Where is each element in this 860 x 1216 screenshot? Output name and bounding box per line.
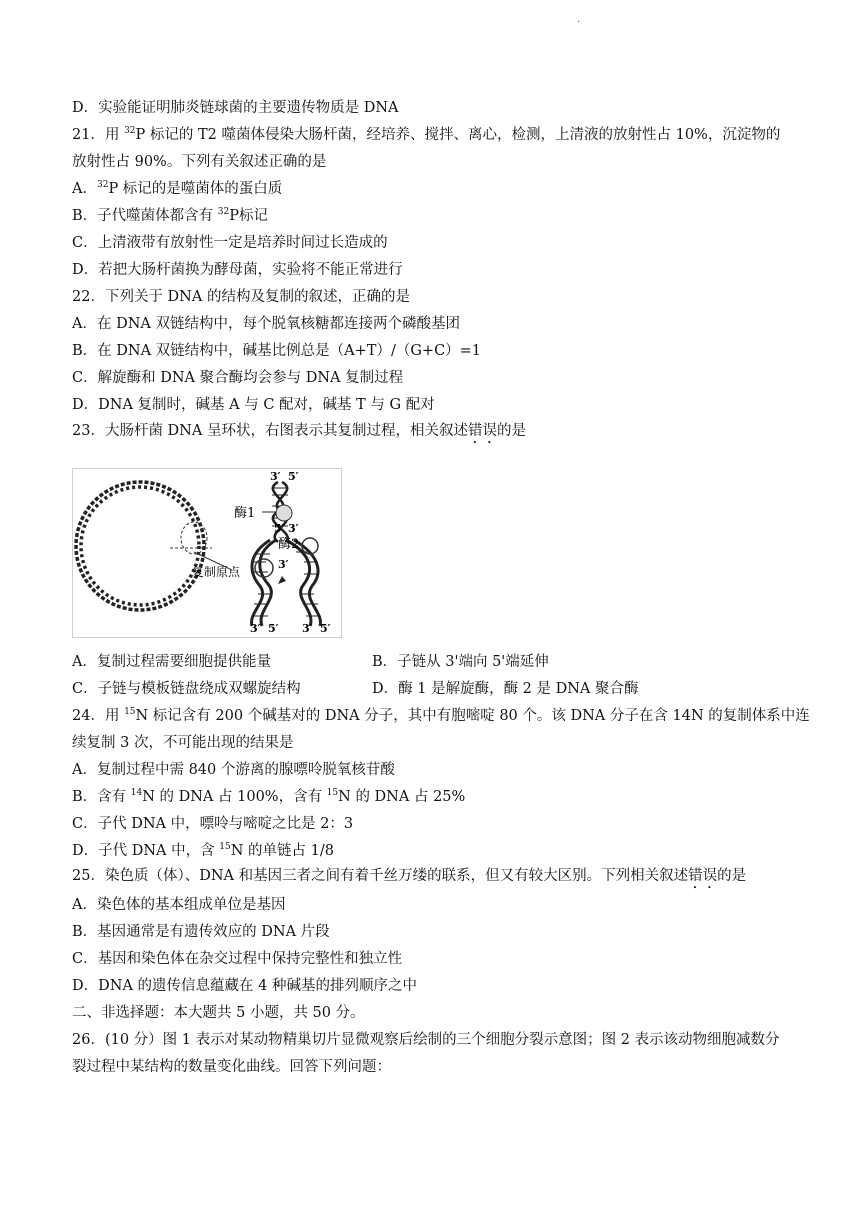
svg-text:5′: 5′ [320, 622, 331, 635]
q25-option-d: D．DNA 的遗传信息蕴藏在 4 种碱基的排列顺序之中 [72, 978, 417, 994]
q23-option-c: C．子链与模板链盘绕成双螺旋结构 [72, 681, 301, 697]
q26-stem-cont: 裂过程中某结构的数量变化曲线。回答下列问题： [72, 1059, 391, 1075]
page-mark: . [577, 14, 581, 25]
q24-stem: 24．用 $^{15}$N 标记含有 200 个碱基对的 DNA 分子，其中有胞嘧啶 80 个。该 DNA 分子在含 14N 的复制体系中连 [72, 707, 810, 724]
q22-option-b: B．在 DNA 双链结构中，碱基比例总是（A+T）/（G+C）=1 [72, 343, 482, 359]
svg-text:3′: 3′ [270, 470, 281, 483]
q25-option-b: B．基因通常是有遗传效应的 DNA 片段 [72, 924, 330, 940]
svg-text:3′: 3′ [302, 622, 313, 635]
svg-text:3′: 3′ [288, 522, 299, 535]
q22-option-a: A．在 DNA 双链结构中，每个脱氧核糖都连接两个磷酸基团 [72, 316, 460, 332]
svg-text:酶1: 酶1 [234, 506, 256, 521]
q25-stem: 25．染色质（体）、DNA 和基因三者之间有着千丝万缕的联系，但又有较大区别。下列相关叙述错误的是 [72, 868, 747, 884]
enzyme-1 [276, 505, 292, 521]
q22-option-c: C．解旋酶和 DNA 聚合酶均会参与 DNA 复制过程 [72, 370, 404, 386]
svg-text:5′: 5′ [268, 622, 279, 635]
q21-option-d: D．若把大肠杆菌换为酵母菌，实验将不能正常进行 [72, 262, 403, 278]
q21-option-b: B．子代噬菌体都含有 $^{32}$P标记 [72, 207, 268, 224]
circular-dna [76, 482, 204, 610]
svg-text:5′: 5′ [274, 522, 285, 535]
q26-stem: 26．(10 分）图 1 表示对某动物精巢切片显微观察后绘制的三个细胞分裂示意图；图 2 表示该动物细胞减数分 [72, 1032, 780, 1048]
svg-text:5′: 5′ [288, 470, 299, 483]
q22-option-d: D．DNA 复制时，碱基 A 与 C 配对，碱基 T 与 G 配对 [72, 397, 435, 413]
q24-stem-cont: 续复制 3 次，不可能出现的结果是 [72, 735, 294, 751]
q24-option-a: A．复制过程中需 840 个游离的腺嘌呤脱氧核苷酸 [72, 762, 395, 778]
q25-option-c: C．基因和染色体在杂交过程中保持完整性和独立性 [72, 951, 403, 967]
svg-text:3′: 3′ [278, 558, 289, 571]
q21-option-c: C．上清液带有放射性一定是培养时间过长造成的 [72, 235, 388, 251]
q24-option-b: B．含有 $^{14}$N 的 DNA 占 100%，含有 $^{15}$N 的 DNA 占 25% [72, 788, 466, 805]
q23-option-b: B．子链从 3'端向 5'端延伸 [372, 654, 549, 670]
q23-option-d: D．酶 1 是解旋酶，酶 2 是 DNA 聚合酶 [372, 681, 639, 697]
q23-option-a: A．复制过程需要细胞提供能量 [72, 654, 271, 670]
q24-option-c: C．子代 DNA 中，嘌呤与嘧啶之比是 2：3 [72, 816, 354, 832]
origin-label: 复制原点 [192, 565, 241, 579]
dna-replication-figure [72, 468, 342, 638]
svg-text:酶2: 酶2 [278, 537, 300, 552]
q25-option-a: A．染色体的基本组成单位是基因 [72, 897, 286, 913]
q22-stem: 22．下列关于 DNA 的结构及复制的叙述，正确的是 [72, 289, 410, 305]
left-daughter-helix [252, 540, 276, 626]
q24-option-d: D．子代 DNA 中，含 $^{15}$N 的单链占 1/8 [72, 842, 334, 859]
q21-stem-cont: 放射性占 90%。下列有关叙述正确的是 [72, 154, 327, 170]
q21-option-a: A．$^{32}$P 标记的是噬菌体的蛋白质 [72, 180, 283, 197]
section-2-heading: 二、非选择题：本大题共 5 小题，共 50 分。 [72, 1005, 365, 1021]
q20-option-d: D．实验能证明肺炎链球菌的主要遗传物质是 DNA [72, 100, 399, 116]
q23-stem: 23．大肠杆菌 DNA 呈环状，右图表示其复制过程，相关叙述错误的是 [72, 423, 526, 439]
q21-stem: 21．用 $^{32}$P 标记的 T2 噬菌体侵染大肠杆菌，经培养、搅拌、离心，检测，上清液的放射性占 10%，沉淀物的 [72, 126, 781, 143]
svg-text:3′: 3′ [250, 622, 261, 635]
